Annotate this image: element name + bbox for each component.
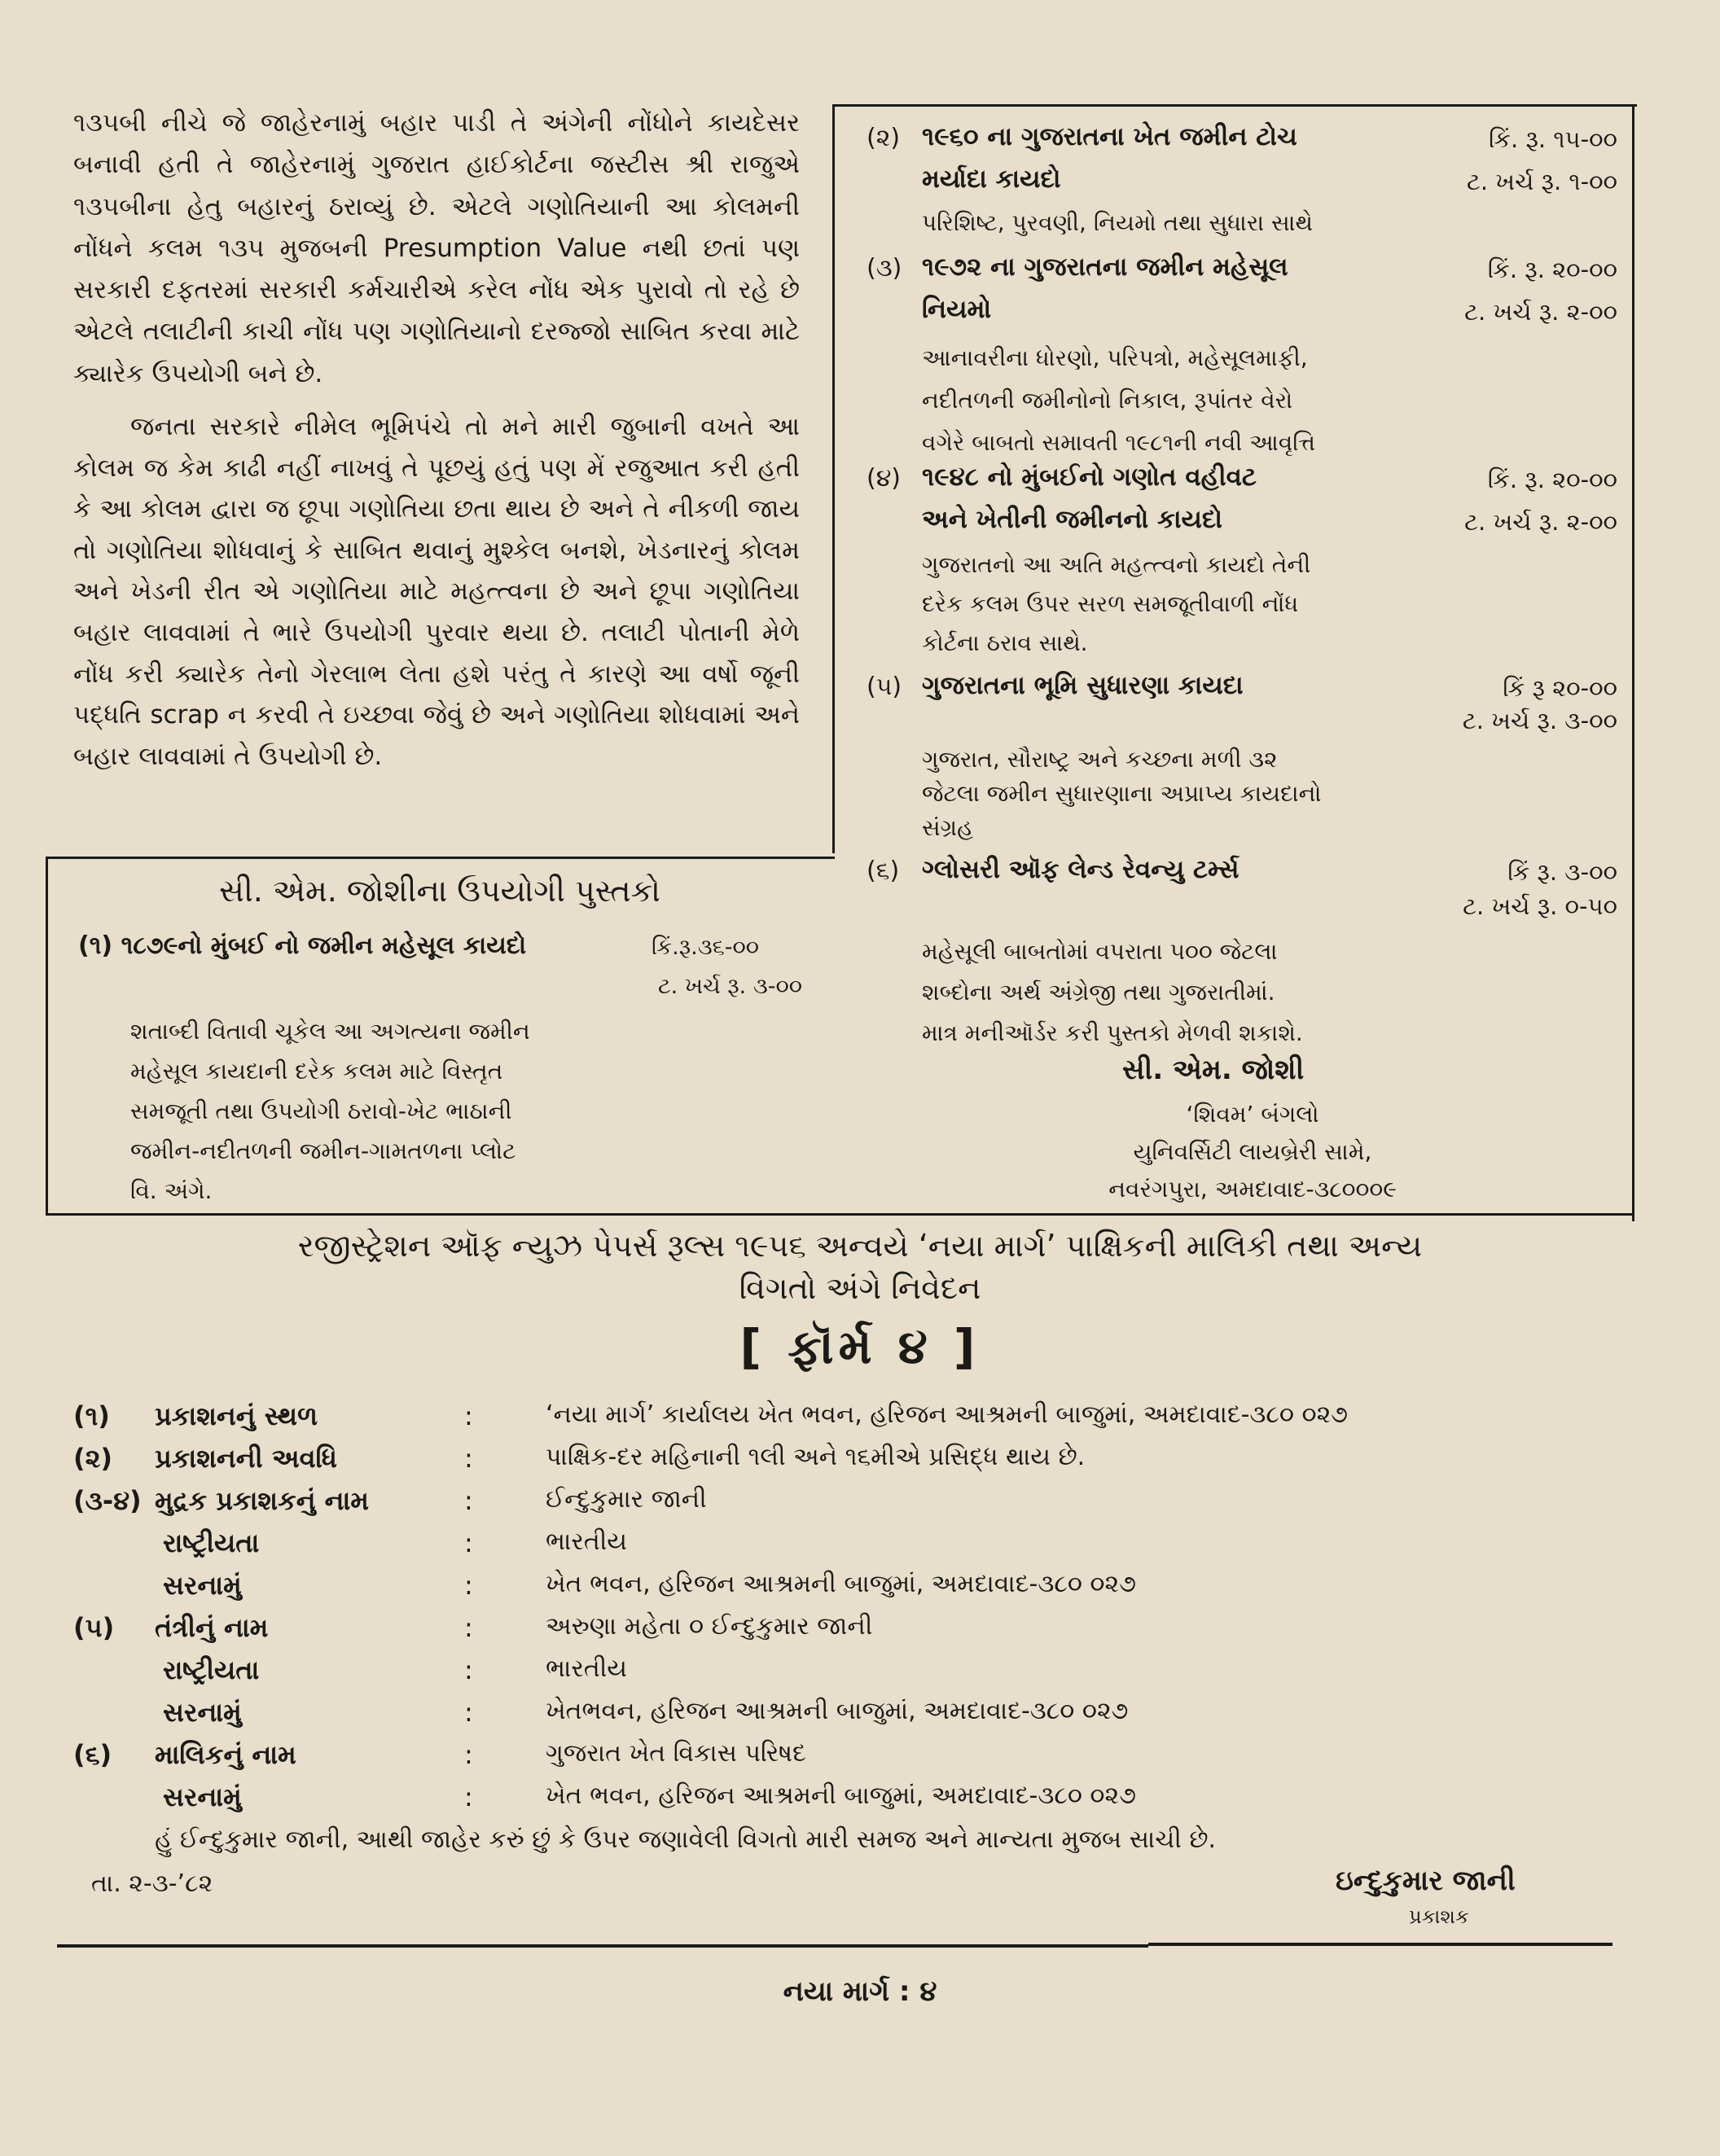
row-colon: : xyxy=(464,1570,473,1601)
column-divider xyxy=(832,104,835,853)
book5-title: ગુજરાતના ભૂમિ સુધારણા કાયદા xyxy=(922,671,1244,700)
book3-title: ૧૯૭૨ ના ગુજરાતના જમીન મહેસૂલ xyxy=(922,252,1288,282)
book4-title: ૧૯૪૮ નો મુંબઈનો ગણોત વહીવટ xyxy=(922,462,1257,492)
book4-postage: ટ. ખર્ચ રૂ. ૨-૦૦ xyxy=(1464,508,1617,536)
description-line: સમજૂતી તથા ઉપયોગી ઠરાવો-ખેટ ભાઠાની xyxy=(130,1098,512,1124)
book4-title-line2: અને ખેતીની જમીનનો કાયદો xyxy=(922,505,1223,534)
address-line: નવરંગપુરા, અમદાવાદ-૩૮૦૦૦૯ xyxy=(1108,1176,1397,1203)
row-colon: : xyxy=(464,1443,473,1474)
book5-postage: ટ. ખર્ચ રૂ. ૩-૦૦ xyxy=(1462,707,1617,734)
book2-price: કિં. રૂ. ૧૫-૦૦ xyxy=(1489,125,1617,153)
declaration-statement: હું ઈન્દુકુમાર જાની, આથી જાહેર કરું છું કે ઉપર જણાવેલી વિગતો મારી સમજ અને માન્યતા મુજબ સાચી છે. xyxy=(155,1825,1217,1854)
row-label: પ્રકાશનની અવધિ xyxy=(155,1443,337,1474)
book3-description xyxy=(922,337,1315,464)
book3-price: કિં. રૂ. ૨૦-૦૦ xyxy=(1487,256,1617,283)
book1-price: કિં.રૂ.૩૬-૦૦ xyxy=(652,935,760,960)
book1-description xyxy=(130,1011,530,1211)
description-line: નદીતળની જમીનોનો નિકાલ, રૂપાંતર વેરો xyxy=(922,387,1293,414)
row-colon: : xyxy=(464,1612,473,1643)
row-value: ‘નયા માર્ગ’ કાર્યાલય ખેત ભવન, હરિજન આશ્રમની બાજુમાં, અમદાવાદ-૩૮૦ ૦૨૭ xyxy=(546,1400,1349,1429)
declaration-title xyxy=(0,1225,1720,1309)
book3-postage: ટ. ખર્ચ રૂ. ૨-૦૦ xyxy=(1464,298,1617,326)
book5-description xyxy=(922,743,1321,845)
declaration-table xyxy=(73,1400,1621,1832)
book3-number: (૩) xyxy=(867,254,902,283)
row-colon: : xyxy=(464,1781,473,1812)
row-value: ભારતીય xyxy=(546,1654,627,1683)
row-value: પાક્ષિક-દર મહિનાની ૧લી અને ૧૬મીએ પ્રસિદ્ધ થાય છે. xyxy=(546,1443,1086,1471)
row-colon: : xyxy=(464,1527,473,1558)
description-line: પરિશિષ્ટ, પુરવણી, નિયમો તથા સુધારા સાથે xyxy=(922,209,1314,236)
declaration-title-line: વિગતો અંગે નિવેદન xyxy=(739,1270,981,1306)
row-label: સરનામું xyxy=(163,1697,242,1728)
row-colon: : xyxy=(464,1739,473,1770)
row-label: રાષ્ટ્રીયતા xyxy=(163,1527,260,1558)
right-box-top-border xyxy=(832,104,1637,107)
book4-price: કિં. રૂ. ૨૦-૦૦ xyxy=(1487,466,1617,493)
row-colon: : xyxy=(464,1485,473,1516)
row-number: (૨) xyxy=(73,1443,113,1474)
book6-description xyxy=(922,931,1303,1054)
article-paragraph: ૧૩૫બી નીચે જે જાહેરનામું બહાર પાડી તે અંગેની નોંધોને કાયદેસર બનાવી હતી તે જાહેરનામું ગુજરાત હાઈકોર્ટના જસ્ટીસ શ્રી રાજુએ ૧૩૫બીના હેતુ બહારનું ઠરાવ્યું છે. એટલે ગણોતિયાની આ કોલમની નોંધને કલમ ૧૩૫ મુજબની Presumption Value નથી છતાં પણ સરકારી દફતરમાં સરકારી કર્મચારીએ કરેલ નોંધ એક પુરાવો તો રહે છે એટલે તલાટીની કાચી નોંધ પણ ગણોતિયાનો દરજ્જો સાબિત કરવા માટે ક્યારેક ઉપયોગી બને છે. xyxy=(73,108,800,388)
description-line: જેટલા જમીન સુધારણાના અપ્રાપ્ય કાયદાનો xyxy=(922,780,1322,807)
form-number: [ ફૉર્મ ૪ ] xyxy=(739,1319,981,1374)
book5-price: કિં રૂ ૨૦-૦૦ xyxy=(1503,674,1617,702)
description-line: ગુજરાત, સૌરાષ્ટ્ર અને કચ્છના મળી ૩૨ xyxy=(922,746,1278,773)
declaration-title-line: રજીસ્ટ્રેશન ઑફ ન્યુઝ પેપર્સ રૂલ્સ ૧૯૫૬ અન્વયે ‘નયા માર્ગ’ પાક્ષિકની માલિકી તથા અન્ય xyxy=(297,1228,1423,1264)
book4-description xyxy=(922,546,1310,663)
row-number: (૩-૪) xyxy=(73,1485,142,1516)
book1-title: (૧) ૧૮૭૯નો મુંબઈ નો જમીન મહેસૂલ કાયદો xyxy=(78,931,527,960)
right-box-right-border xyxy=(1632,104,1634,1221)
article-paragraph: જનતા સરકારે નીમેલ ભૂમિપંચે તો મને મારી જુબાની વખતે આ કોલમ જ કેમ કાઢી નહીં નાખવું તે પૂછયું હતું પણ મેં રજુઆત કરી હતી કે આ કોલમ દ્વારા જ છૂપા ગણોતિયા છતા થાય છે અને તે નીકળી જાય તો ગણોતિયા શોધવાનું કે સાબિત થવાનું મુશ્કેલ બનશે, ખેડનારનું કોલમ અને ખેડની રીત એ ગણોતિયા માટે મહત્ત્વના છે અને છૂપા ગણોતિયા બહાર લાવવામાં તે ભારે ઉપયોગી પુરવાર થયા છે. તલાટી પોતાની મેળે નોંધ કરી ક્યારેક તેનો ગેરલાભ લેતા હશે પરંતુ તે કારણે આ વર્ષો જૂની પદ્ધતિ scrap ન કરવી તે ઇચ્છવા જેવું છે અને ગણોતિયા શોધવામાં અને બહાર લાવવામાં તે ઉપયોગી છે. xyxy=(73,412,800,771)
book6-price: કિં રૂ. ૩-૦૦ xyxy=(1507,858,1617,886)
book4-number: (૪) xyxy=(867,464,902,493)
row-value: ખેતભવન, હરિજન આશ્રમની બાજુમાં, અમદાવાદ-૩૮૦ ૦૨૭ xyxy=(546,1697,1129,1725)
right-books-box xyxy=(837,109,1629,1208)
book6-postage: ટ. ખર્ચ રૂ. ૦-૫૦ xyxy=(1463,892,1617,920)
book2-title-line2: મર્યાદા કાયદો xyxy=(922,164,1061,194)
bottom-rule xyxy=(57,1944,1148,1948)
author-address xyxy=(1041,1096,1464,1208)
page-footer: નયા માર્ગ : ૪ xyxy=(783,1975,937,2008)
address-line: ‘શિવમ’ બંગલો xyxy=(1186,1101,1319,1128)
row-label: સરનામું xyxy=(163,1570,242,1601)
books-box xyxy=(49,861,831,1212)
box-bottom-border xyxy=(46,1213,1634,1216)
row-label: રાષ્ટ્રીયતા xyxy=(163,1654,260,1685)
description-line: આનાવરીના ધોરણો, પરિપત્રો, મહેસૂલમાફી, xyxy=(922,344,1308,371)
row-label: મુદ્રક પ્રકાશકનું નામ xyxy=(155,1485,369,1516)
book1-postage: ટ. ખર્ચ રૂ. ૩-૦૦ xyxy=(657,974,802,999)
book2-number: (૨) xyxy=(867,124,901,152)
row-colon: : xyxy=(464,1400,473,1431)
book2-postage: ટ. ખર્ચ રૂ. ૧-૦૦ xyxy=(1466,168,1617,195)
row-label: માલિકનું નામ xyxy=(155,1739,296,1770)
description-line: શબ્દોના અર્થ અંગ્રેજી તથા ગુજરાતીમાં. xyxy=(922,979,1275,1006)
row-value: ભારતીય xyxy=(546,1527,627,1556)
description-line: સંગ્રહ xyxy=(922,814,974,841)
books-box-top-border xyxy=(46,857,835,859)
description-line: કોર્ટના ઠરાવ સાથે. xyxy=(922,629,1088,656)
description-line: ગુજરાતનો આ અતિ મહત્ત્વનો કાયદો તેની xyxy=(922,551,1311,578)
books-box-left-border xyxy=(46,857,48,1215)
description-line: દરેક કલમ ઉપર સરળ સમજૂતીવાળી નોંધ xyxy=(922,590,1299,617)
row-label: સરનામું xyxy=(163,1781,242,1812)
description-line: વગેરે બાબતો સમાવતી ૧૯૮૧ની નવી આવૃત્તિ xyxy=(922,429,1315,456)
row-number: (૧) xyxy=(73,1400,110,1431)
description-line: વિ. અંગે. xyxy=(130,1177,213,1204)
book3-title-line2: નિયમો xyxy=(922,295,992,324)
book6-number: (૬) xyxy=(867,857,900,885)
description-line: જમીન-નદીતળની જમીન-ગામતળના પ્લોટ xyxy=(130,1137,516,1164)
row-label: પ્રકાશનનું સ્થળ xyxy=(155,1400,318,1431)
author-name: સી. એમ. જોશી xyxy=(1122,1054,1305,1086)
row-number: (૬) xyxy=(73,1739,112,1770)
row-value: ખેત ભવન, હરિજન આશ્રમની બાજુમાં, અમદાવાદ-૩૮૦ ૦૨૭ xyxy=(546,1570,1136,1598)
row-colon: : xyxy=(464,1654,473,1685)
row-value: ઈન્દુકુમાર જાની xyxy=(546,1485,707,1514)
declaration-date: તા. ૨-૩-’૮૨ xyxy=(91,1869,213,1898)
row-number: (૫) xyxy=(73,1612,115,1643)
signatory-role: પ્રકાશક xyxy=(1409,1905,1469,1928)
description-line: માત્ર મનીઑર્ડર કરી પુસ્તકો મેળવી શકાશે. xyxy=(922,1019,1303,1046)
row-value: ગુજરાત ખેત વિકાસ પરિષદ xyxy=(546,1739,806,1768)
book2-title: ૧૯૬૦ ના ગુજરાતના ખેત જમીન ટોચ xyxy=(922,122,1297,151)
row-colon: : xyxy=(464,1697,473,1728)
book2-description xyxy=(922,205,1313,241)
book5-number: (૫) xyxy=(867,673,902,701)
row-value: અરુણા મહેતા ૦ ઈન્દુકુમાર જાની xyxy=(546,1612,873,1641)
book6-title: ગ્લોસરી ઑફ લેન્ડ રેવન્યુ ટર્મ્સ xyxy=(922,855,1240,884)
address-line: યુનિવર્સિટી લાયબ્રેરી સામે, xyxy=(1133,1138,1372,1165)
signatory-name: ઇન્દુકુમાર જાની xyxy=(1336,1865,1516,1897)
books-heading: સી. એમ. જોશીના ઉપયોગી પુસ્તકો xyxy=(219,873,660,909)
row-label: તંત્રીનું નામ xyxy=(155,1612,269,1643)
description-line: શતાબ્દી વિતાવી ચૂકેલ આ અગત્યના જમીન xyxy=(130,1018,530,1045)
row-value: ખેત ભવન, હરિજન આશ્રમની બાજુમાં, અમદાવાદ-૩૮૦ ૦૨૭ xyxy=(546,1781,1136,1810)
description-line: મહેસૂલ કાયદાની દરેક કલમ માટે વિસ્તૃત xyxy=(130,1058,503,1085)
description-line: મહેસૂલી બાબતોમાં વપરાતા ૫૦૦ જેટલા xyxy=(922,938,1278,965)
left-article xyxy=(73,103,800,777)
bottom-rule xyxy=(1148,1943,1612,1946)
